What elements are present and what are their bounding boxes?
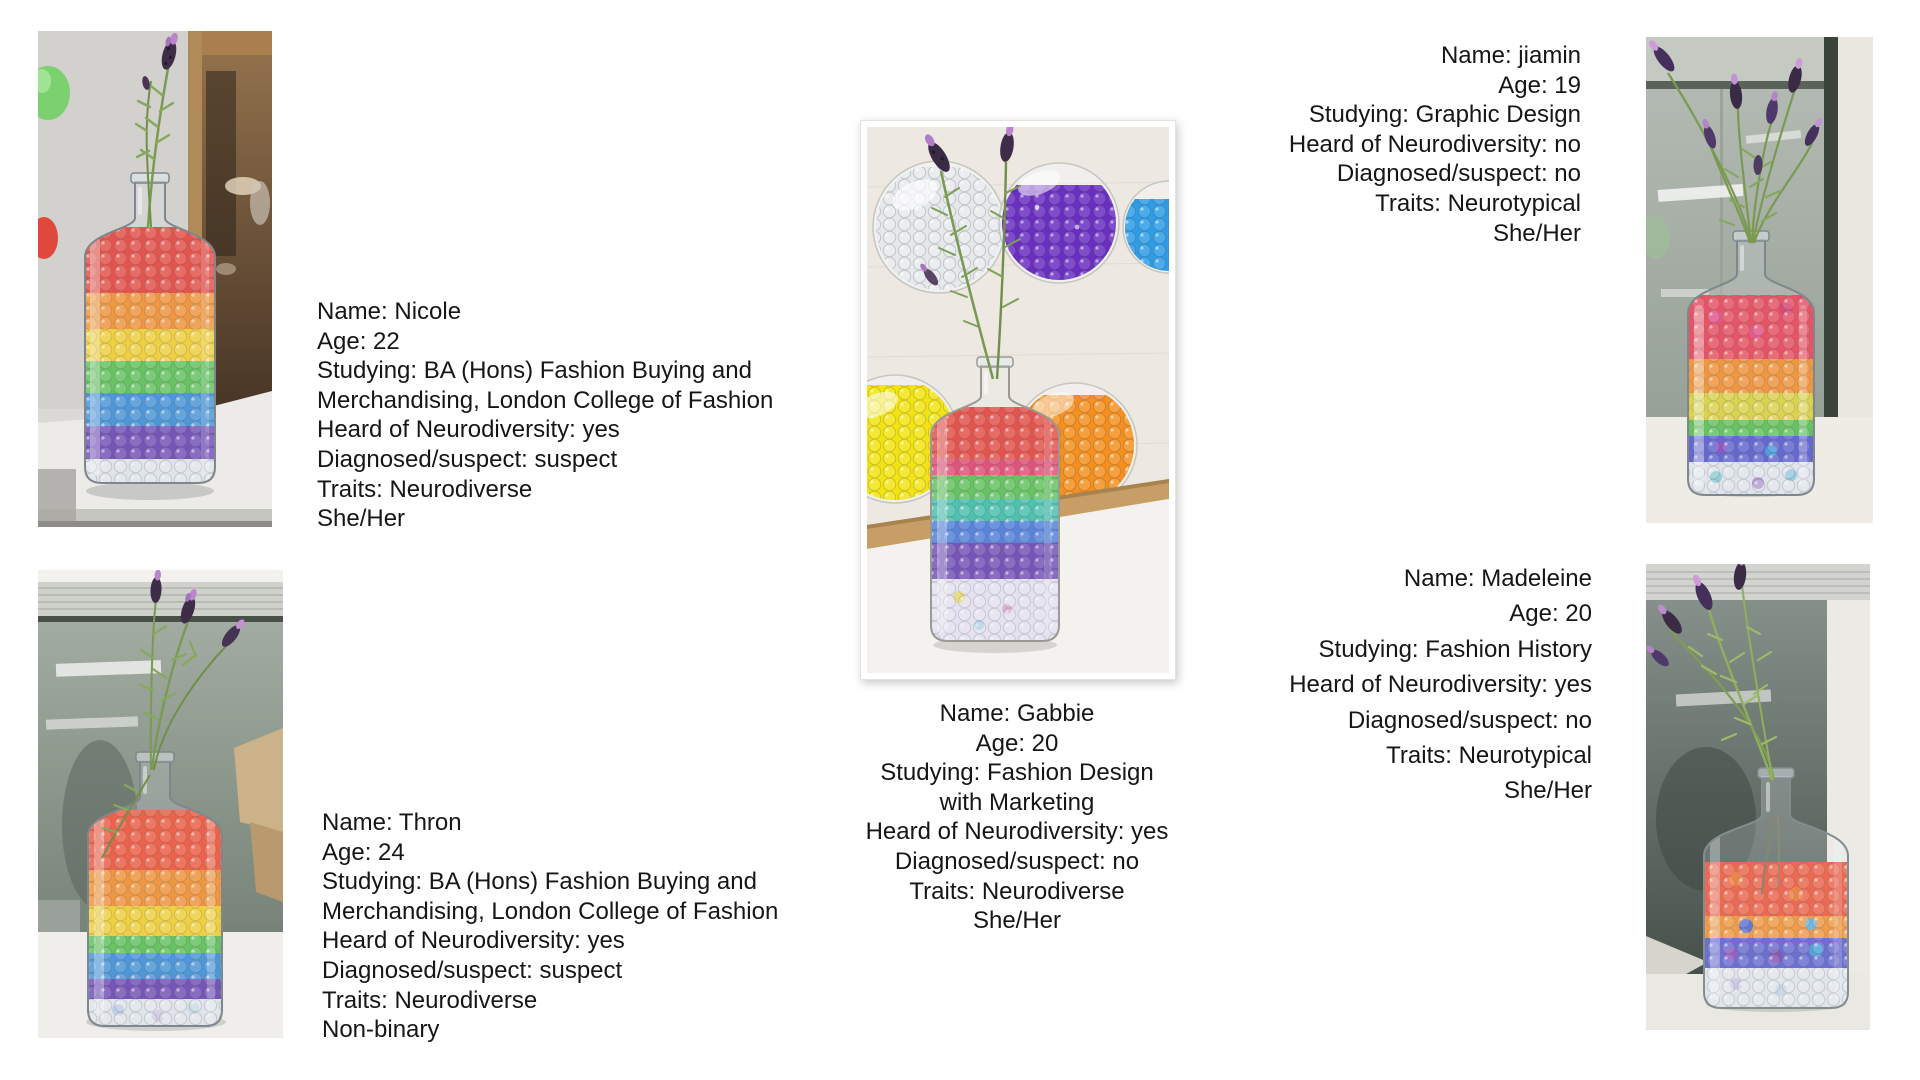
- photo-nicole-vase: [38, 31, 272, 527]
- profile-diagnosed: Diagnosed/suspect: no: [1347, 706, 1592, 734]
- photo-jiamin-vase: [1646, 37, 1873, 523]
- profile-diagnosed: Diagnosed/suspect: no: [894, 847, 1140, 875]
- profile-name: Name: Madeleine: [1403, 565, 1592, 592]
- profile-studying-cont: Merchandising, London College of Fashion: [317, 386, 774, 414]
- profile-age: Age: 19: [1498, 71, 1581, 99]
- glass-orb-purple: [999, 163, 1119, 283]
- profile-pronouns: She/Her: [972, 907, 1062, 935]
- vase-photo-glass-wall: [1646, 37, 1873, 523]
- profile-madeleine-text: [1192, 561, 1592, 809]
- photo-gabbie-vase: [860, 120, 1176, 680]
- profile-studying-cont: Merchandising, London College of Fashion: [322, 897, 779, 925]
- profile-thron-text: [322, 808, 778, 1045]
- profile-name: Name: Thron: [322, 809, 462, 836]
- profile-name: Name: Nicole: [317, 298, 462, 325]
- profile-studying: Studying: Fashion History: [1318, 635, 1592, 663]
- profile-studying: Studying: Fashion Design: [880, 759, 1154, 787]
- vase-photo-canvas-orbs: [867, 127, 1169, 673]
- profile-jiamin-text: [1181, 41, 1581, 248]
- profile-traits: Traits: Neurotypical: [1386, 742, 1592, 770]
- profile-age: Age: 20: [975, 729, 1059, 757]
- profile-nicole-text: [317, 297, 773, 534]
- profile-age: Age: 22: [317, 327, 400, 355]
- glass-orb-clear: [873, 161, 1005, 293]
- profile-heard: Heard of Neurodiversity: yes: [317, 416, 620, 444]
- profile-diagnosed: Diagnosed/suspect: suspect: [317, 445, 618, 473]
- profile-age: Age: 24: [322, 838, 405, 866]
- profile-studying: Studying: BA (Hons) Fashion Buying and: [317, 357, 752, 385]
- profile-pronouns: She/Her: [1503, 777, 1592, 805]
- profile-name: Name: jiamin: [1440, 42, 1581, 69]
- photo-madeleine-vase: [1646, 564, 1870, 1030]
- vase-photo-studio: [38, 31, 272, 527]
- profile-gabbie-text: [817, 699, 1217, 936]
- profile-heard: Heard of Neurodiversity: no: [1288, 130, 1581, 158]
- profile-heard: Heard of Neurodiversity: yes: [865, 818, 1169, 846]
- profile-heard: Heard of Neurodiversity: yes: [322, 927, 625, 955]
- profile-heard: Heard of Neurodiversity: yes: [1289, 671, 1592, 699]
- profile-traits: Traits: Neurotypical: [1375, 189, 1581, 217]
- profile-age: Age: 20: [1509, 600, 1592, 628]
- profile-pronouns: She/Her: [1492, 219, 1581, 247]
- profile-diagnosed: Diagnosed/suspect: suspect: [322, 956, 623, 984]
- profile-pronouns: Non-binary: [322, 1016, 440, 1044]
- photo-thron-vase: [38, 570, 283, 1038]
- profile-studying: Studying: BA (Hons) Fashion Buying and: [322, 868, 757, 896]
- vase-photo-office: [38, 570, 283, 1038]
- profile-traits: Traits: Neurodiverse: [317, 475, 533, 503]
- profile-traits: Traits: Neurodiverse: [909, 877, 1125, 905]
- profile-traits: Traits: Neurodiverse: [322, 986, 538, 1014]
- vase-photo-dark-glass: [1646, 564, 1870, 1030]
- profile-name: Name: Gabbie: [939, 700, 1095, 727]
- profile-pronouns: She/Her: [317, 505, 406, 533]
- profile-studying: Studying: Graphic Design: [1308, 101, 1581, 129]
- profile-studying-cont: with Marketing: [939, 788, 1095, 816]
- profile-diagnosed: Diagnosed/suspect: no: [1336, 160, 1581, 188]
